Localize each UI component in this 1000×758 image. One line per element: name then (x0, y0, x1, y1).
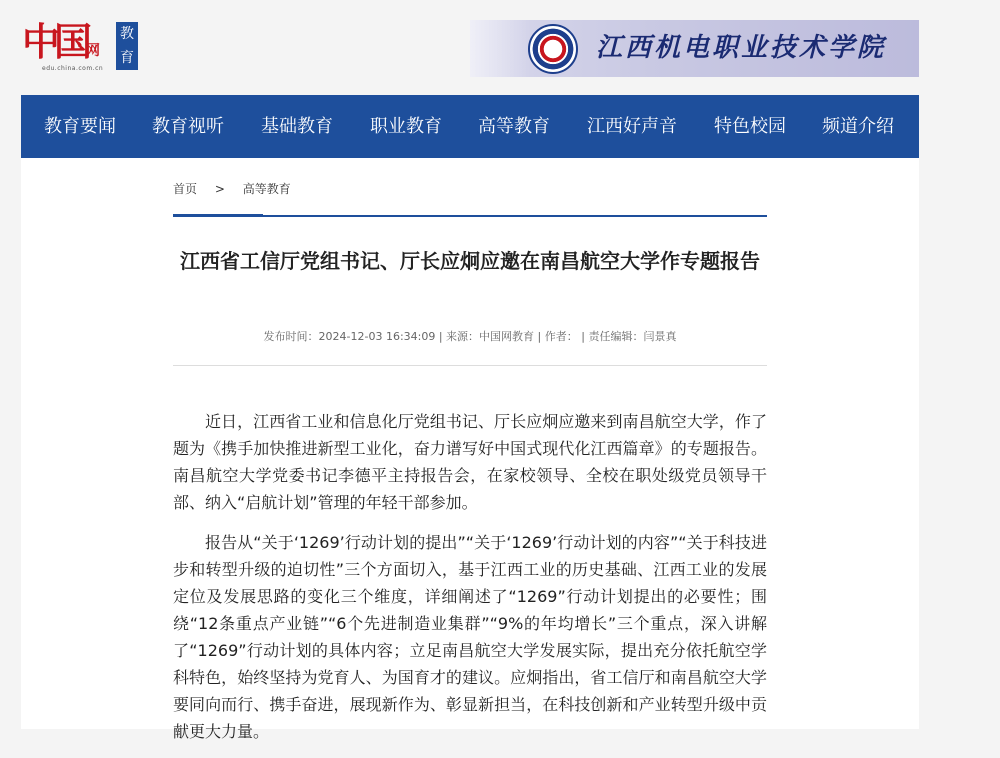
logo-wang-text: 网 (86, 43, 100, 59)
college-emblem-icon (528, 24, 578, 74)
site-header (0, 0, 1000, 95)
article-title: 江西省工信厅党组书记、厅长应炯应邀在南昌航空大学作专题报告 (180, 249, 760, 273)
logo-chinese-text: 中国 (22, 19, 87, 64)
breadcrumb-section-link[interactable]: 高等教育 (242, 182, 291, 196)
article-container (21, 158, 919, 741)
nav-item-about-channel[interactable]: 频道介绍 (822, 116, 894, 137)
logo-wordmark (20, 18, 112, 74)
nav-item-jiangxi-voice[interactable]: 江西好声音 (587, 116, 677, 137)
banner-highlight (470, 20, 530, 77)
article-body (173, 408, 767, 758)
nav-item-vocational-education[interactable]: 职业教育 (370, 116, 442, 137)
channel-badge: 教育 (116, 22, 138, 70)
nav-item-news[interactable]: 教育要闻 (44, 116, 116, 137)
meta-divider (173, 365, 767, 366)
nav-item-campus[interactable]: 特色校园 (714, 116, 786, 137)
nav-item-basic-education[interactable]: 基础教育 (261, 116, 333, 137)
breadcrumb (173, 180, 291, 197)
nav-item-higher-education[interactable]: 高等教育 (478, 116, 550, 137)
article-meta: 发布时间：2024-12-03 16:34:09 | 来源：中国网教育 | 作者： | 责任编辑：闫景真 (263, 330, 677, 343)
article-paragraph: 近日，江西省工业和信息化厅党组书记、厅长应炯应邀来到南昌航空大学，作了题为《携手加快推进新型工业化，奋力谱写好中国式现代化江西篇章》的专题报告。南昌航空大学党委书记李德平主持报告会，在家校领导、全校在职处级党员领导干部、纳入“启航计划”管理的年轻干部参加。 (173, 412, 767, 512)
breadcrumb-home-link[interactable]: 首页 (173, 182, 198, 196)
nav-item-video[interactable]: 教育视听 (152, 116, 224, 137)
logo-domain-text: edu.china.com.cn (42, 65, 104, 72)
breadcrumb-separator: > (214, 182, 225, 196)
ad-banner[interactable] (470, 20, 919, 77)
banner-title: 江西机电职业技术学院 (596, 33, 887, 63)
main-nav (21, 95, 919, 158)
article-paragraph: 报告从“关于‘1269’行动计划的提出”“关于‘1269’行动计划的内容”“关于科技进步和转型升级的迫切性”三个方面切入，基于江西工业的历史基础、江西工业的发展定位及发展思路的变化三个维度，详细阐述了“1269”行动计划提出的必要性；围绕“12条重点产业链”“6个先进制造业集群”“9%的年均增长”三个重点，深入讲解了“1269”行动计划的具体内容；立足南昌航空大学发展实际，提出充分依托航空学科特色，始终坚持为党育人、为国育才的建议。应炯指出，省工信厅和南昌航空大学要同向而行、携手奋进，展现新作为、彰显新担当，在科技创新和产业转型升级中贡献更大力量。 (173, 533, 767, 741)
breadcrumb-divider-accent (173, 214, 263, 217)
site-logo[interactable] (20, 18, 140, 74)
